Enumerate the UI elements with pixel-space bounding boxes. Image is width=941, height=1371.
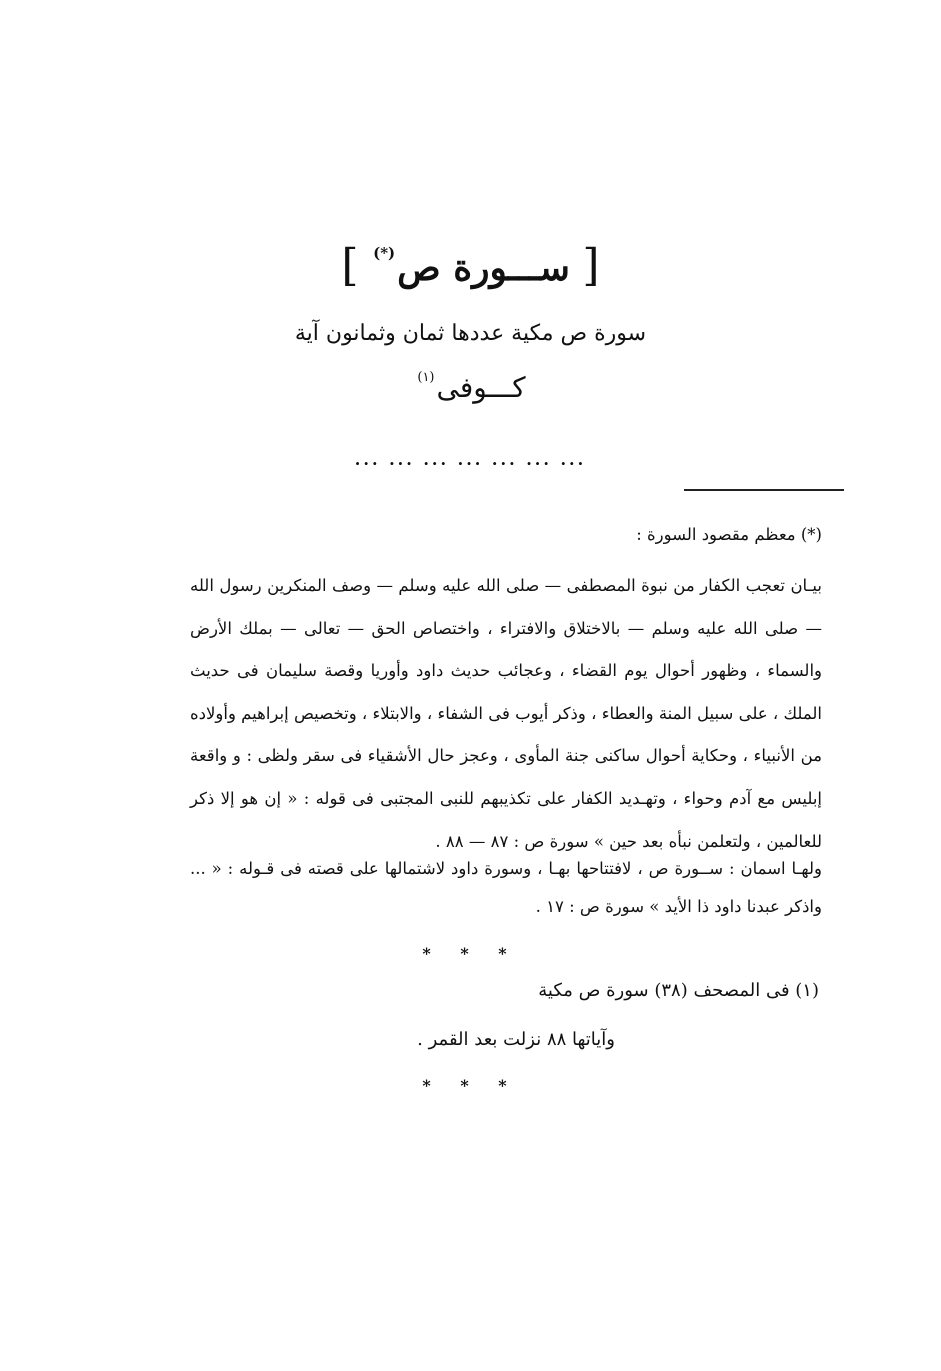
surah-heading [0,240,941,293]
footnote-star-names: ولهـا اسمان : ســورة ص ، لافتتاحها بهـا ، وسورة داود لاشتمالها على قصته فى قـوله : « ... واذكر عبدنا داود ذا الأيد » سورة ص : ١٧ . [190,859,822,916]
footnote-marker-star: (*) [373,244,396,262]
bracket-close: ] [341,240,359,291]
stars-divider: * * * [422,944,519,963]
surah-name: ســـورة ص [397,247,570,289]
surah-subtitle: سورة ص مكية عددها ثمان وثمانون آية [294,321,647,346]
separator-dots: ... ... ... ... ... ... ... [354,450,587,469]
stars-divider-end: * * * [422,1076,519,1095]
footnote-rule [684,489,844,491]
footnote-one-line2: وآياتها ٨٨ نزلت بعد القمر . [417,1029,615,1050]
footnote-marker-one: (١) [417,370,435,385]
footnote-one-line1: (١) فى المصحف (٣٨) سورة ص مكية [538,980,819,1001]
revelation-place [0,370,941,406]
revelation-text: كـــوفى [436,371,526,404]
footnote-star-body: بيـان تعجب الكفار من نبوة المصطفى — صلى الله عليه وسلم — وصف المنكرين رسول الله — صلى الله عليه وسلم — بالاختلاق والافتراء ، واختصاص الحق — تعالى — بملك الأرض والسماء ، وظهور أحوال يوم القضاء ، وعجائب حديث داود وأوريا وقصة سليمان فى حديث الملك ، على سبيل المنة والعطاء ، وذكر أيوب فى الشفاء ، والابتلاء ، وتخصيص إبراهيم وأولاده من الأنبياء ، وحكاية أحوال ساكنى جنة المأوى ، وعجز حال الأشقياء فى سقر ولظى : و واقعة إبليس مع آدم وحواء ، وتهـديد الكفار على تكذيبهم للنبى المجتبى فى قوله : « إن هو إلا ذكر للعالمين ، ولتعلمن نبأه بعد حين » سورة ص : ٨٧ — ٨٨ . [190,576,822,851]
footnote-star-heading: (*) معظم مقصود السورة : [636,525,822,544]
bracket-open: [ [582,240,600,291]
